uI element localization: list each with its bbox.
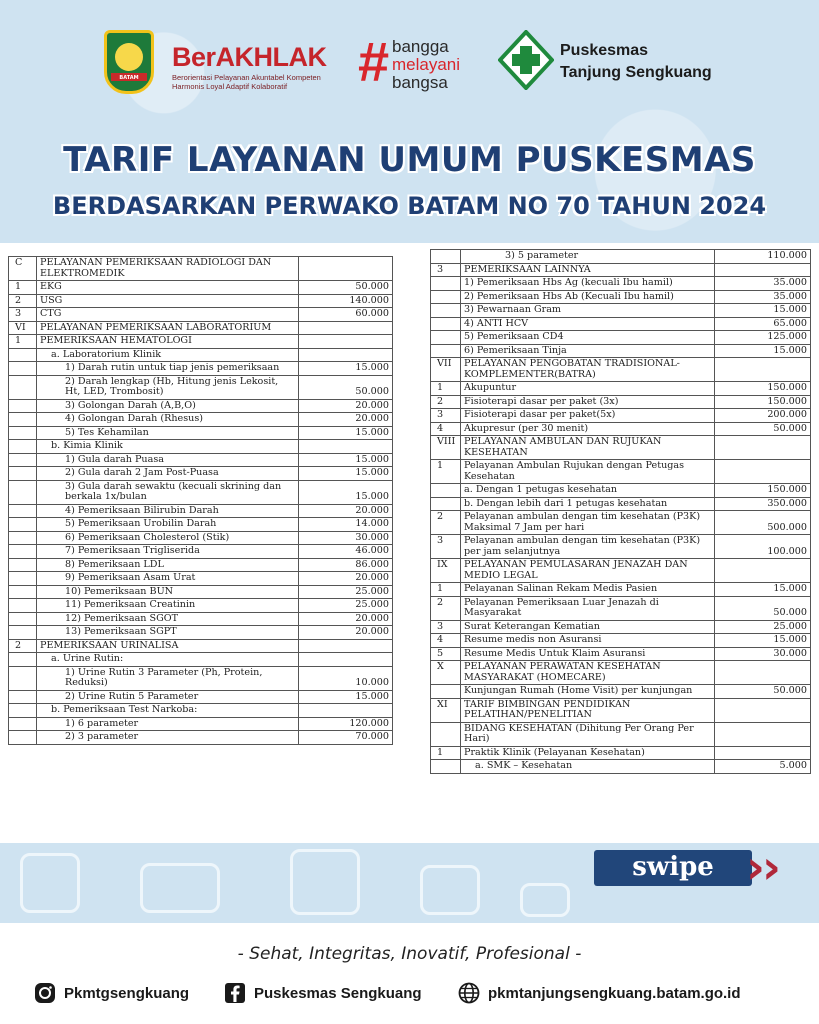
table-row: [9, 558, 393, 572]
facebook-icon: [224, 982, 246, 1004]
table-row: [431, 484, 811, 498]
row-number: 2: [9, 294, 37, 308]
row-number: [9, 467, 37, 481]
row-number: [9, 558, 37, 572]
service-name: PELAYANAN PENGOBATAN TRADISIONAL-KOMPLEMENTER(BATRA): [461, 358, 715, 382]
service-name: Pelayanan Salinan Rekam Medis Pasien: [461, 583, 715, 597]
service-name: Pelayanan ambulan dengan tim kesehatan (P3K) Maksimal 7 Jam per hari: [461, 511, 715, 535]
service-price: 25.000: [299, 599, 393, 613]
row-number: 1: [431, 382, 461, 396]
service-price: 35.000: [715, 290, 811, 304]
service-name: b. Kimia Klinik: [37, 440, 299, 454]
service-name: Surat Keterangan Kematian: [461, 620, 715, 634]
table-row: [431, 746, 811, 760]
service-price: 35.000: [715, 277, 811, 291]
service-price: 15.000: [715, 583, 811, 597]
table-row: [9, 294, 393, 308]
row-number: 3: [9, 308, 37, 322]
service-price: [299, 704, 393, 718]
table-row: [9, 308, 393, 322]
service-price: [299, 639, 393, 653]
service-price: 50.000: [299, 375, 393, 399]
service-price: 70.000: [299, 731, 393, 745]
service-name: Fisioterapi dasar per paket(5x): [461, 409, 715, 423]
service-name: 5) Tes Kehamilan: [37, 426, 299, 440]
table-row: [431, 460, 811, 484]
table-row: [431, 634, 811, 648]
table-row: [9, 653, 393, 667]
service-name: Pelayanan Pemeriksaan Luar Jenazah di Masyarakat: [461, 596, 715, 620]
service-price: 86.000: [299, 558, 393, 572]
table-row: [431, 647, 811, 661]
service-price: [299, 653, 393, 667]
service-name: Fisioterapi dasar per paket (3x): [461, 395, 715, 409]
berakhlak-logo: [172, 42, 327, 91]
row-number: [9, 572, 37, 586]
service-name: 2) Urine Rutin 5 Parameter: [37, 690, 299, 704]
table-row: [431, 685, 811, 699]
puskesmas-logo-icon: [498, 30, 554, 90]
service-price: 20.000: [299, 626, 393, 640]
table-row: [431, 395, 811, 409]
row-number: [9, 731, 37, 745]
service-price: [299, 321, 393, 335]
service-name: Akupresur (per 30 menit): [461, 422, 715, 436]
table-row: [9, 348, 393, 362]
row-number: [9, 362, 37, 376]
service-name: Resume Medis Untuk Klaim Asuransi: [461, 647, 715, 661]
table-row: [9, 399, 393, 413]
table-row: [431, 559, 811, 583]
row-number: 2: [431, 596, 461, 620]
table-row: [9, 612, 393, 626]
table-row: [431, 344, 811, 358]
service-price: 50.000: [299, 281, 393, 295]
table-row: [431, 409, 811, 423]
service-name: Resume medis non Asuransi: [461, 634, 715, 648]
row-number: 3: [431, 409, 461, 423]
row-number: [9, 531, 37, 545]
service-price: 20.000: [299, 399, 393, 413]
table-row: [9, 585, 393, 599]
service-price: 15.000: [299, 690, 393, 704]
row-number: 2: [431, 511, 461, 535]
footer: [0, 923, 819, 1024]
row-number: 1: [431, 746, 461, 760]
service-price: 15.000: [715, 634, 811, 648]
service-price: [715, 746, 811, 760]
row-number: [9, 504, 37, 518]
service-price: [299, 335, 393, 349]
service-price: 10.000: [299, 666, 393, 690]
row-number: 4: [431, 422, 461, 436]
row-number: 2: [9, 639, 37, 653]
table-row: [431, 722, 811, 746]
service-price: 350.000: [715, 497, 811, 511]
table-row: [9, 257, 393, 281]
table-row: [431, 620, 811, 634]
row-number: [431, 317, 461, 331]
tariff-document: [0, 243, 819, 843]
service-name: 9) Pemeriksaan Asam Urat: [37, 572, 299, 586]
service-name: Akupuntur: [461, 382, 715, 396]
row-number: VIII: [431, 436, 461, 460]
service-name: Pelayanan ambulan dengan tim kesehatan (P3K) per jam selanjutnya: [461, 535, 715, 559]
row-number: [9, 348, 37, 362]
row-number: IX: [431, 559, 461, 583]
service-name: 2) Gula darah 2 Jam Post-Puasa: [37, 467, 299, 481]
service-price: [715, 698, 811, 722]
logo-row: [100, 26, 740, 98]
service-name: 11) Pemeriksaan Creatinin: [37, 599, 299, 613]
service-name: a. Dengan 1 petugas kesehatan: [461, 484, 715, 498]
table-row: [431, 358, 811, 382]
service-price: 65.000: [715, 317, 811, 331]
row-number: [431, 497, 461, 511]
decorative-cross-icon: [20, 853, 80, 913]
service-price: 150.000: [715, 382, 811, 396]
row-number: [9, 704, 37, 718]
table-row: [431, 698, 811, 722]
table-row: [9, 599, 393, 613]
row-number: 3: [431, 263, 461, 277]
row-number: [431, 331, 461, 345]
service-price: [715, 559, 811, 583]
table-row: [431, 583, 811, 597]
table-row: [431, 382, 811, 396]
berakhlak-tagline-2: Harmonis Loyal Adaptif Kolaboratif: [172, 82, 288, 91]
table-row: [9, 453, 393, 467]
row-number: [9, 440, 37, 454]
table-row: [431, 304, 811, 318]
service-name: 3) 5 parameter: [461, 250, 715, 264]
service-price: 15.000: [299, 467, 393, 481]
row-number: [9, 626, 37, 640]
service-name: 10) Pemeriksaan BUN: [37, 585, 299, 599]
table-row: [9, 281, 393, 295]
table-row: [431, 250, 811, 264]
website-url: pkmtanjungsengkuang.batam.go.id: [488, 984, 741, 1002]
service-name: 1) Urine Rutin 3 Parameter (Ph, Protein, Reduksi): [37, 666, 299, 690]
bangga-line-2: melayani: [392, 55, 461, 74]
motto: - Sehat, Integritas, Inovatif, Profesional -: [237, 944, 582, 964]
service-name: 5) Pemeriksaan Urobilin Darah: [37, 518, 299, 532]
row-number: [9, 585, 37, 599]
service-price: [715, 263, 811, 277]
service-price: 30.000: [299, 531, 393, 545]
facebook-name: Puskesmas Sengkuang: [254, 984, 422, 1002]
service-price: 100.000: [715, 535, 811, 559]
service-name: 1) Gula darah Puasa: [37, 453, 299, 467]
service-price: 14.000: [299, 518, 393, 532]
row-number: [9, 717, 37, 731]
service-price: 20.000: [299, 572, 393, 586]
row-number: 1: [431, 460, 461, 484]
service-price: 50.000: [715, 685, 811, 699]
service-name: 6) Pemeriksaan Tinja: [461, 344, 715, 358]
table-row: [9, 572, 393, 586]
service-name: CTG: [37, 308, 299, 322]
row-number: [9, 518, 37, 532]
row-number: [431, 250, 461, 264]
table-row: [431, 760, 811, 774]
chevron-right-icon: ›: [762, 840, 781, 894]
puskesmas-name-1: Puskesmas: [560, 42, 649, 59]
service-price: [715, 358, 811, 382]
service-price: 30.000: [715, 647, 811, 661]
row-number: [431, 344, 461, 358]
service-price: 110.000: [715, 250, 811, 264]
service-price: [715, 722, 811, 746]
table-row: [431, 596, 811, 620]
puskesmas-name: [560, 40, 712, 84]
service-name: Pelayanan Ambulan Rujukan dengan Petugas Kesehatan: [461, 460, 715, 484]
decorative-cross-icon: [290, 849, 360, 915]
service-price: [299, 440, 393, 454]
table-row: [9, 504, 393, 518]
service-name: a. Urine Rutin:: [37, 653, 299, 667]
bangga-line-3: bangsa: [392, 73, 448, 92]
table-row: [431, 317, 811, 331]
row-number: 3: [431, 535, 461, 559]
social-links: [34, 980, 794, 1006]
table-row: [431, 535, 811, 559]
facebook-link[interactable]: [224, 980, 422, 1006]
row-number: [9, 599, 37, 613]
table-row: [431, 661, 811, 685]
service-name: BIDANG KESEHATAN (Dihitung Per Orang Per Hari): [461, 722, 715, 746]
row-number: VI: [9, 321, 37, 335]
website-link[interactable]: [458, 980, 741, 1006]
table-row: [431, 436, 811, 460]
service-name: PELAYANAN AMBULAN DAN RUJUKAN KESEHATAN: [461, 436, 715, 460]
page-subtitle: BERDASARKAN PERWAKO BATAM NO 70 TAHUN 2024: [52, 192, 767, 220]
service-name: 5) Pemeriksaan CD4: [461, 331, 715, 345]
table-row: [9, 413, 393, 427]
row-number: 3: [431, 620, 461, 634]
decorative-cross-icon: [420, 865, 480, 915]
service-name: a. SMK – Kesehatan: [461, 760, 715, 774]
table-row: [9, 426, 393, 440]
service-price: [299, 257, 393, 281]
row-number: 2: [431, 395, 461, 409]
row-number: [431, 685, 461, 699]
service-name: 4) Pemeriksaan Bilirubin Darah: [37, 504, 299, 518]
service-name: TARIF BIMBINGAN PENDIDIKAN PELATIHAN/PENELITIAN: [461, 698, 715, 722]
service-name: 4) Golongan Darah (Rhesus): [37, 413, 299, 427]
row-number: C: [9, 257, 37, 281]
decorative-cross-icon: [140, 863, 220, 913]
row-number: 1: [431, 583, 461, 597]
service-price: 25.000: [299, 585, 393, 599]
table-row: [9, 545, 393, 559]
service-name: PELAYANAN PEMERIKSAAN RADIOLOGI DAN ELEKTROMEDIK: [37, 257, 299, 281]
instagram-handle: Pkmtgsengkuang: [64, 984, 190, 1002]
table-row: [9, 639, 393, 653]
service-name: 4) ANTI HCV: [461, 317, 715, 331]
service-name: b. Dengan lebih dari 1 petugas kesehatan: [461, 497, 715, 511]
service-price: 140.000: [299, 294, 393, 308]
globe-icon: [458, 982, 480, 1004]
service-price: 150.000: [715, 395, 811, 409]
row-number: [9, 612, 37, 626]
service-name: USG: [37, 294, 299, 308]
table-row: [9, 704, 393, 718]
service-price: 20.000: [299, 612, 393, 626]
service-name: EKG: [37, 281, 299, 295]
row-number: 1: [9, 335, 37, 349]
tariff-table-left: [8, 256, 393, 745]
service-price: 15.000: [299, 453, 393, 467]
row-number: [9, 480, 37, 504]
service-name: 1) Pemeriksaan Hbs Ag (kecuali Ibu hamil): [461, 277, 715, 291]
service-price: 60.000: [299, 308, 393, 322]
service-price: 120.000: [299, 717, 393, 731]
service-name: PELAYANAN PERAWATAN KESEHATAN MASYARAKAT (HOMECARE): [461, 661, 715, 685]
service-price: 15.000: [299, 426, 393, 440]
table-row: [9, 531, 393, 545]
row-number: [9, 413, 37, 427]
swipe-button[interactable]: swipe: [594, 850, 752, 886]
puskesmas-name-2: Tanjung Sengkuang: [560, 64, 712, 81]
row-number: [431, 484, 461, 498]
service-price: 20.000: [299, 413, 393, 427]
service-name: PELAYANAN PEMERIKSAAN LABORATORIUM: [37, 321, 299, 335]
service-name: 6) Pemeriksaan Cholesterol (Stik): [37, 531, 299, 545]
service-price: [715, 661, 811, 685]
table-row: [9, 690, 393, 704]
table-row: [9, 717, 393, 731]
service-name: 2) Darah lengkap (Hb, Hitung jenis Lekosit, Ht, LED, Trombosit): [37, 375, 299, 399]
row-number: [431, 290, 461, 304]
service-name: PEMERIKSAAN HEMATOLOGI: [37, 335, 299, 349]
table-row: [431, 497, 811, 511]
service-price: 5.000: [715, 760, 811, 774]
table-row: [431, 422, 811, 436]
service-price: 15.000: [715, 344, 811, 358]
service-name: 1) Darah rutin untuk tiap jenis pemeriksaan: [37, 362, 299, 376]
instagram-link[interactable]: [34, 980, 189, 1006]
service-price: 20.000: [299, 504, 393, 518]
service-name: 13) Pemeriksaan SGPT: [37, 626, 299, 640]
table-row: [9, 467, 393, 481]
service-name: Praktik Klinik (Pelayanan Kesehatan): [461, 746, 715, 760]
table-row: [431, 290, 811, 304]
service-price: 25.000: [715, 620, 811, 634]
berakhlak-word: BerAKHLAK: [172, 42, 327, 72]
service-price: 200.000: [715, 409, 811, 423]
service-price: 50.000: [715, 596, 811, 620]
service-name: 3) Golongan Darah (A,B,O): [37, 399, 299, 413]
service-price: [715, 460, 811, 484]
service-name: 8) Pemeriksaan LDL: [37, 558, 299, 572]
row-number: X: [431, 661, 461, 685]
service-name: 3) Gula darah sewaktu (kecuali skrining dan berkala 1x/bulan: [37, 480, 299, 504]
decorative-cross-icon: [520, 883, 570, 917]
service-name: PEMERIKSAAN LAINNYA: [461, 263, 715, 277]
table-row: [431, 511, 811, 535]
table-row: [9, 440, 393, 454]
table-row: [431, 277, 811, 291]
service-name: 3) Pewarnaan Gram: [461, 304, 715, 318]
row-number: [9, 399, 37, 413]
service-name: 2) 3 parameter: [37, 731, 299, 745]
row-number: [431, 722, 461, 746]
row-number: [431, 304, 461, 318]
row-number: XI: [431, 698, 461, 722]
service-name: 12) Pemeriksaan SGOT: [37, 612, 299, 626]
row-number: 1: [9, 281, 37, 295]
table-row: [9, 335, 393, 349]
service-name: 7) Pemeriksaan Trigliserida: [37, 545, 299, 559]
chevron-right-icon: ›: [746, 840, 765, 894]
service-name: PEMERIKSAAN URINALISA: [37, 639, 299, 653]
service-price: 15.000: [715, 304, 811, 318]
row-number: [9, 453, 37, 467]
service-name: PELAYANAN PEMULASARAN JENAZAH DAN MEDIO LEGAL: [461, 559, 715, 583]
instagram-icon: [34, 982, 56, 1004]
table-row: [9, 518, 393, 532]
row-number: [9, 375, 37, 399]
batam-city-emblem: [104, 30, 154, 94]
service-price: 150.000: [715, 484, 811, 498]
service-price: 15.000: [299, 362, 393, 376]
batam-emblem-label: BATAM: [119, 75, 139, 81]
table-row: [9, 321, 393, 335]
service-name: b. Pemeriksaan Test Narkoba:: [37, 704, 299, 718]
row-number: [9, 690, 37, 704]
hash-icon: #: [358, 30, 390, 93]
service-price: [715, 436, 811, 460]
table-row: [431, 331, 811, 345]
service-price: 15.000: [299, 480, 393, 504]
service-price: 125.000: [715, 331, 811, 345]
row-number: 4: [431, 634, 461, 648]
table-row: [9, 375, 393, 399]
tariff-table-right: [430, 249, 811, 774]
table-row: [9, 731, 393, 745]
table-row: [9, 480, 393, 504]
table-row: [9, 666, 393, 690]
row-number: VII: [431, 358, 461, 382]
bangga-line-1: bangga: [392, 37, 449, 56]
table-row: [431, 263, 811, 277]
service-name: Kunjungan Rumah (Home Visit) per kunjungan: [461, 685, 715, 699]
row-number: [431, 277, 461, 291]
row-number: [9, 545, 37, 559]
service-name: 2) Pemeriksaan Hbs Ab (Kecuali Ibu hamil): [461, 290, 715, 304]
berakhlak-tagline-1: Berorientasi Pelayanan Akuntabel Kompeten: [172, 73, 321, 82]
service-price: 50.000: [715, 422, 811, 436]
header-banner: [0, 0, 819, 243]
row-number: [9, 653, 37, 667]
service-price: [299, 348, 393, 362]
row-number: [431, 760, 461, 774]
service-name: 1) 6 parameter: [37, 717, 299, 731]
service-price: 500.000: [715, 511, 811, 535]
row-number: [9, 666, 37, 690]
row-number: 5: [431, 647, 461, 661]
service-name: a. Laboratorium Klinik: [37, 348, 299, 362]
table-row: [9, 362, 393, 376]
page-title: TARIF LAYANAN UMUM PUSKESMAS: [63, 140, 756, 180]
row-number: [9, 426, 37, 440]
service-price: 46.000: [299, 545, 393, 559]
table-row: [9, 626, 393, 640]
